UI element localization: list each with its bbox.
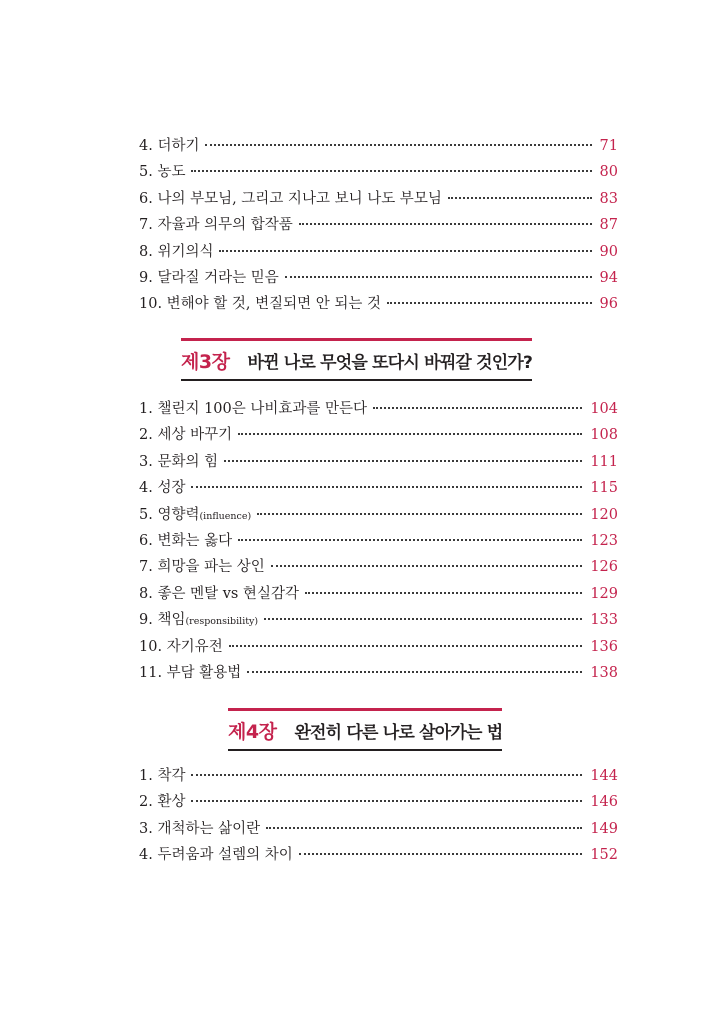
dot-leader	[191, 774, 582, 776]
toc-entry	[139, 186, 618, 212]
toc-entry-title: 3. 개척하는 삶이란	[139, 820, 261, 837]
dot-leader	[247, 671, 582, 673]
toc-entry	[139, 475, 618, 501]
toc-entry-page: 96	[599, 296, 618, 313]
toc-entry	[139, 396, 618, 422]
chapter-title: 바뀐 나로 무엇을 또다시 바꿔갈 것인가?	[247, 353, 533, 373]
toc-entry-title-main: 5. 영향력	[139, 506, 200, 523]
toc-entry-title: 10. 변해야 할 것, 변질되면 안 되는 것	[139, 296, 382, 313]
toc-entry-title: 3. 문화의 힘	[139, 453, 219, 470]
toc-entry-title: 2. 환상	[139, 794, 186, 811]
toc-entry-title-note: (influence)	[199, 510, 252, 522]
toc-entry-page: 126	[590, 559, 618, 576]
dot-leader	[373, 407, 582, 409]
toc-entry-page: 146	[590, 794, 618, 811]
toc-entry-title: 6. 나의 부모님, 그리고 지나고 보니 나도 부모님	[139, 190, 442, 207]
toc-entry-page: 120	[590, 506, 618, 523]
dot-leader	[229, 645, 583, 647]
toc-chapter-4	[139, 763, 618, 869]
toc-entry-page: 133	[590, 612, 618, 629]
toc-entry	[139, 554, 618, 580]
toc-entry	[139, 763, 618, 789]
toc-entry-title: 6. 변화는 옳다	[139, 532, 233, 549]
toc-entry-title: 9. 달라질 거라는 믿음	[139, 269, 279, 286]
dot-leader	[238, 433, 582, 435]
chapter-number: 제4장	[228, 721, 277, 743]
toc-chapter-3	[139, 396, 618, 686]
dot-leader	[264, 618, 582, 620]
toc-entry	[139, 265, 618, 291]
dot-leader	[285, 276, 592, 278]
toc-entry	[139, 842, 618, 868]
toc-entry-title-main: 9. 책임	[139, 612, 186, 629]
toc-entry-page: 108	[590, 427, 618, 444]
dot-leader	[271, 565, 583, 567]
dot-leader	[305, 592, 582, 594]
toc-entry-title: 4. 성장	[139, 480, 186, 497]
toc-entry	[139, 422, 618, 448]
toc-entry	[139, 133, 618, 159]
dot-leader	[299, 853, 583, 855]
toc-section-previous	[139, 133, 618, 318]
dot-leader	[219, 250, 591, 252]
toc-entry	[139, 502, 618, 528]
toc-entry	[139, 634, 618, 660]
dot-leader	[205, 144, 591, 146]
toc-entry	[139, 212, 618, 238]
toc-entry-page: 129	[590, 585, 618, 602]
toc-entry-page: 136	[590, 638, 618, 655]
toc-entry	[139, 239, 618, 265]
toc-entry-title: 4. 두려움과 설렘의 차이	[139, 847, 293, 864]
toc-entry-page: 90	[599, 243, 618, 260]
toc-entry-title: 11. 부담 활용법	[139, 664, 242, 681]
toc-entry-page: 149	[590, 820, 618, 837]
toc-entry-title-note: (responsibility)	[185, 616, 259, 628]
toc-entry-title: 4. 더하기	[139, 138, 200, 154]
toc-entry-title: 1. 챌린지 100은 나비효과를 만든다	[139, 401, 368, 417]
toc-entry-title	[139, 502, 251, 530]
toc-entry-page: 123	[590, 532, 618, 549]
toc-entry	[139, 789, 618, 815]
toc-entry-title: 10. 자기유전	[139, 638, 223, 655]
toc-entry-page: 152	[590, 847, 618, 864]
toc-entry-page: 80	[599, 164, 618, 181]
dot-leader	[191, 170, 591, 172]
dot-leader	[448, 197, 592, 199]
dot-leader	[266, 827, 582, 829]
dot-leader	[238, 539, 582, 541]
toc-entry-title: 8. 좋은 멘탈 vs 현실감각	[139, 585, 299, 602]
dot-leader	[191, 486, 582, 488]
toc-entry-page: 144	[590, 768, 618, 784]
toc-entry-title	[139, 607, 258, 635]
toc-entry-page: 115	[590, 480, 618, 497]
toc-entry-page: 104	[590, 401, 618, 417]
toc-entry	[139, 528, 618, 554]
toc-entry	[139, 159, 618, 185]
toc-entry-title: 5. 농도	[139, 164, 186, 181]
chapter-3-heading	[181, 347, 532, 381]
toc-entry-page: 71	[599, 138, 618, 154]
toc-entry-title: 7. 자율과 의무의 합작품	[139, 217, 293, 234]
toc-entry	[139, 581, 618, 607]
toc-entry-page: 83	[599, 190, 618, 207]
toc-entry-title: 7. 희망을 파는 상인	[139, 559, 265, 576]
dot-leader	[387, 302, 592, 304]
dot-leader	[299, 223, 592, 225]
toc-entry-page: 138	[590, 664, 618, 681]
toc-entry-title: 1. 착각	[139, 768, 186, 784]
toc-entry	[139, 449, 618, 475]
dot-leader	[224, 460, 582, 462]
chapter-4-heading	[228, 717, 502, 751]
toc-entry-title: 2. 세상 바꾸기	[139, 427, 233, 444]
toc-entry	[139, 291, 618, 317]
toc-entry-page: 94	[599, 269, 618, 286]
dot-leader	[191, 800, 582, 802]
chapter-number: 제3장	[181, 351, 230, 373]
chapter-title: 완전히 다른 나로 살아가는 법	[294, 723, 503, 743]
toc-entry-title: 8. 위기의식	[139, 243, 214, 260]
toc-entry-page: 111	[590, 453, 618, 470]
toc-entry-page: 87	[599, 217, 618, 234]
toc-entry	[139, 660, 618, 686]
toc-entry	[139, 607, 618, 633]
toc-entry	[139, 816, 618, 842]
dot-leader	[257, 513, 582, 515]
